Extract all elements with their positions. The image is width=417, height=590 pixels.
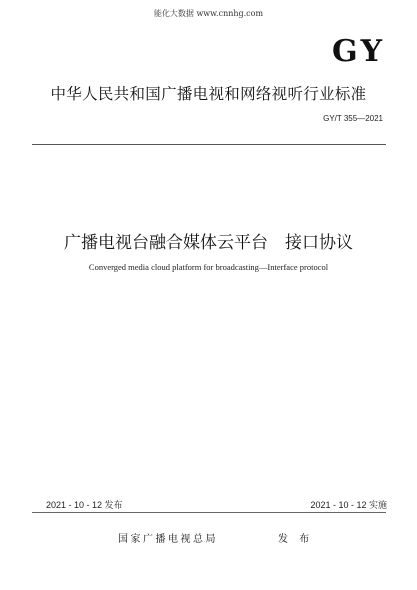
standard-category: 中华人民共和国广播电视和网络视听行业标准 — [50, 85, 367, 103]
effective-date: 2021 - 10 - 12 实施 — [310, 500, 387, 510]
header-divider — [32, 144, 386, 145]
document-title-en: Converged media cloud platform for broadcasting—Interface protocol — [88, 262, 329, 272]
gy-logo: GY — [331, 34, 385, 69]
issuing-authority: 国家广播电视总局 — [118, 534, 218, 545]
publish-date: 2021 - 10 - 12 发布 — [46, 500, 123, 510]
document-title-zh: 广播电视台融合媒体云平台 接口协议 — [64, 233, 353, 253]
footer-divider — [32, 512, 386, 513]
watermark-text: 能化大数据 www.cnnhg.com — [153, 9, 264, 18]
issue-label: 发 布 — [278, 534, 314, 545]
standard-number: GY/T 355—2021 — [323, 114, 383, 123]
